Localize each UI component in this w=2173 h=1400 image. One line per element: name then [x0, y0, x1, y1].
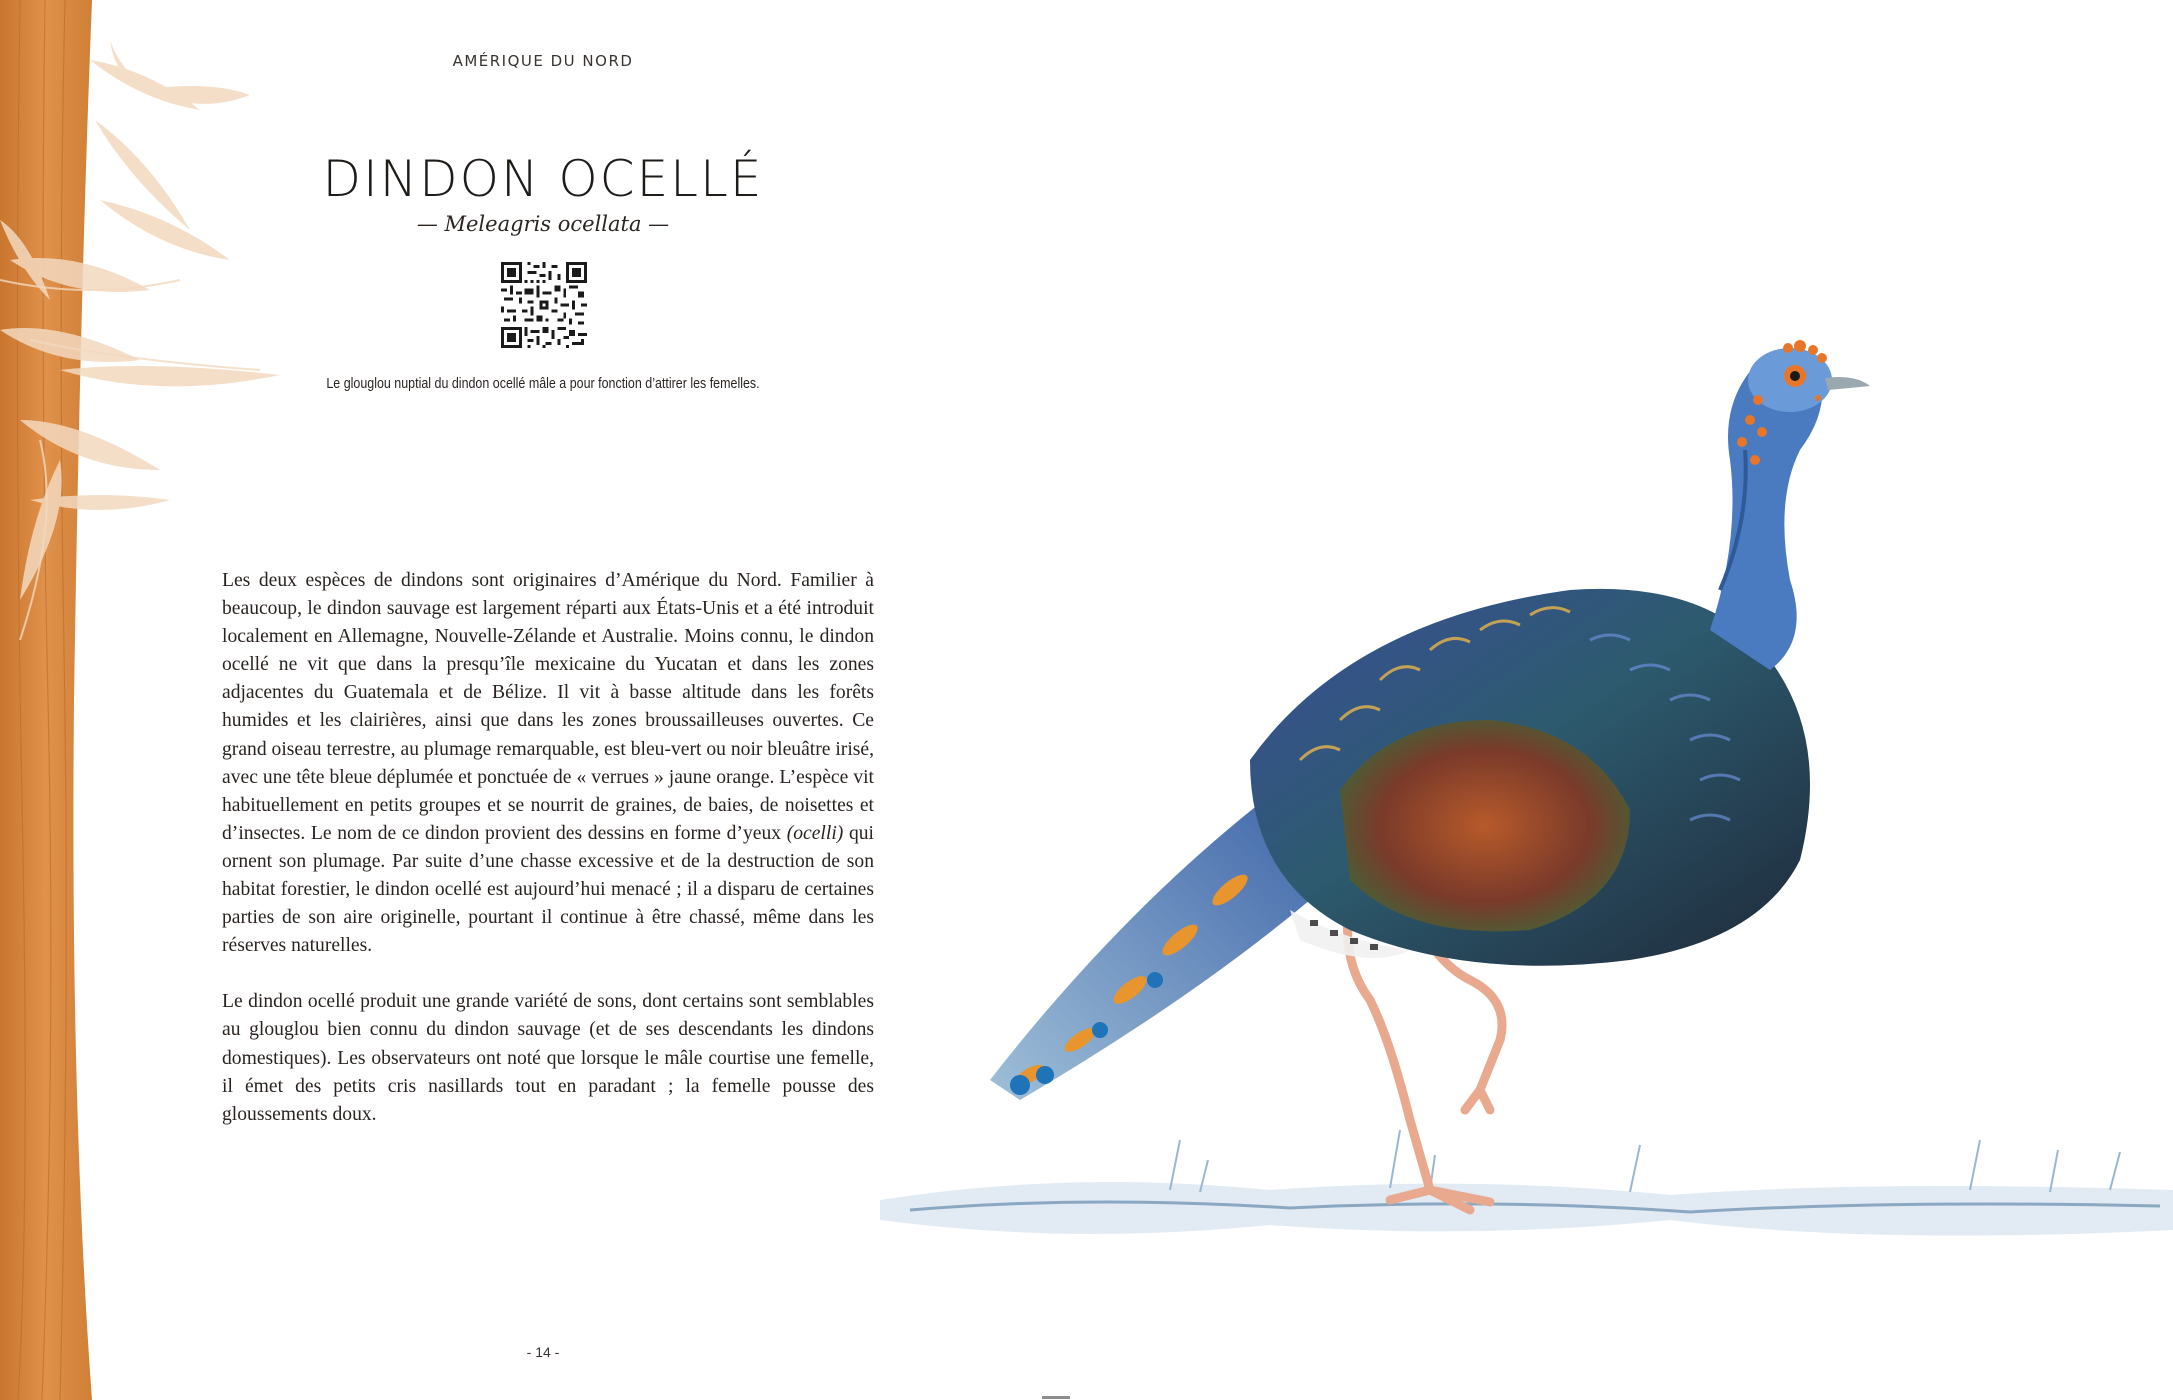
ocelli-term: (ocelli): [786, 822, 844, 844]
page-number: - 14 -: [526, 1344, 560, 1360]
scientific-name: — Meleagris ocellata —: [416, 212, 670, 236]
spine-marker: [1042, 1396, 1070, 1399]
qr-code-icon[interactable]: [501, 262, 587, 348]
region-label: AMÉRIQUE DU NORD: [452, 52, 634, 70]
paragraph-1: Les deux espèces de dindons sont originaires d’Amérique du Nord. Familier à beaucoup, le dindon sauvage est largement réparti aux États-Unis et a été introduit localement en Allemagne, Nouvelle-Zélande et Australie. Moins connu, le dindon ocellé ne vit que dans la presqu’île mexicaine du Yucatan et dans les zones adjacentes du Guatemala et de Bélize. Il vit à basse altitude dans les forêts humides et les clairières, ainsi que dans les zones broussailleuses ouvertes. Ce grand oiseau terrestre, au plumage remarquable, est bleu-vert ou noir bleuâtre irisé, avec une tête bleue déplumée et ponctuée de « verrues » jaune orange. L’espèce vit habituellement en petits groupes et se nourrit de graines, de baies, de noisettes et d’insectes. Le nom de ce dindon provient des dessins en forme d’yeux (ocelli) qui ornent son plumage. Par suite d’une chasse excessive et de la destruction de son habitat forestier, le dindon ocellé est aujourd’hui menacé ; il a disparu de certaines parties de son aire originelle, pourtant il continue à être chassé, même dans les réserves naturelles.: [222, 570, 874, 957]
paragraph-2: Le dindon ocellé produit une grande variété de sons, dont certains sont semblables au glouglou bien connu du dindon sauvage (et de ses descendants les dindons domestiques). Les observateurs ont noté que lorsque le mâle courtise une femelle, il émet des petits cris nasillards tout en paradant ; la femelle pousse des gloussements doux.: [222, 991, 874, 1125]
article-body: [222, 567, 874, 1157]
qr-caption: Le glouglou nuptial du dindon ocellé mâle a pour fonction d’attirer les femelles.: [326, 376, 760, 392]
ocellated-turkey-illustration: [870, 340, 2173, 1260]
species-title: DINDON OCELLÉ: [322, 150, 764, 208]
